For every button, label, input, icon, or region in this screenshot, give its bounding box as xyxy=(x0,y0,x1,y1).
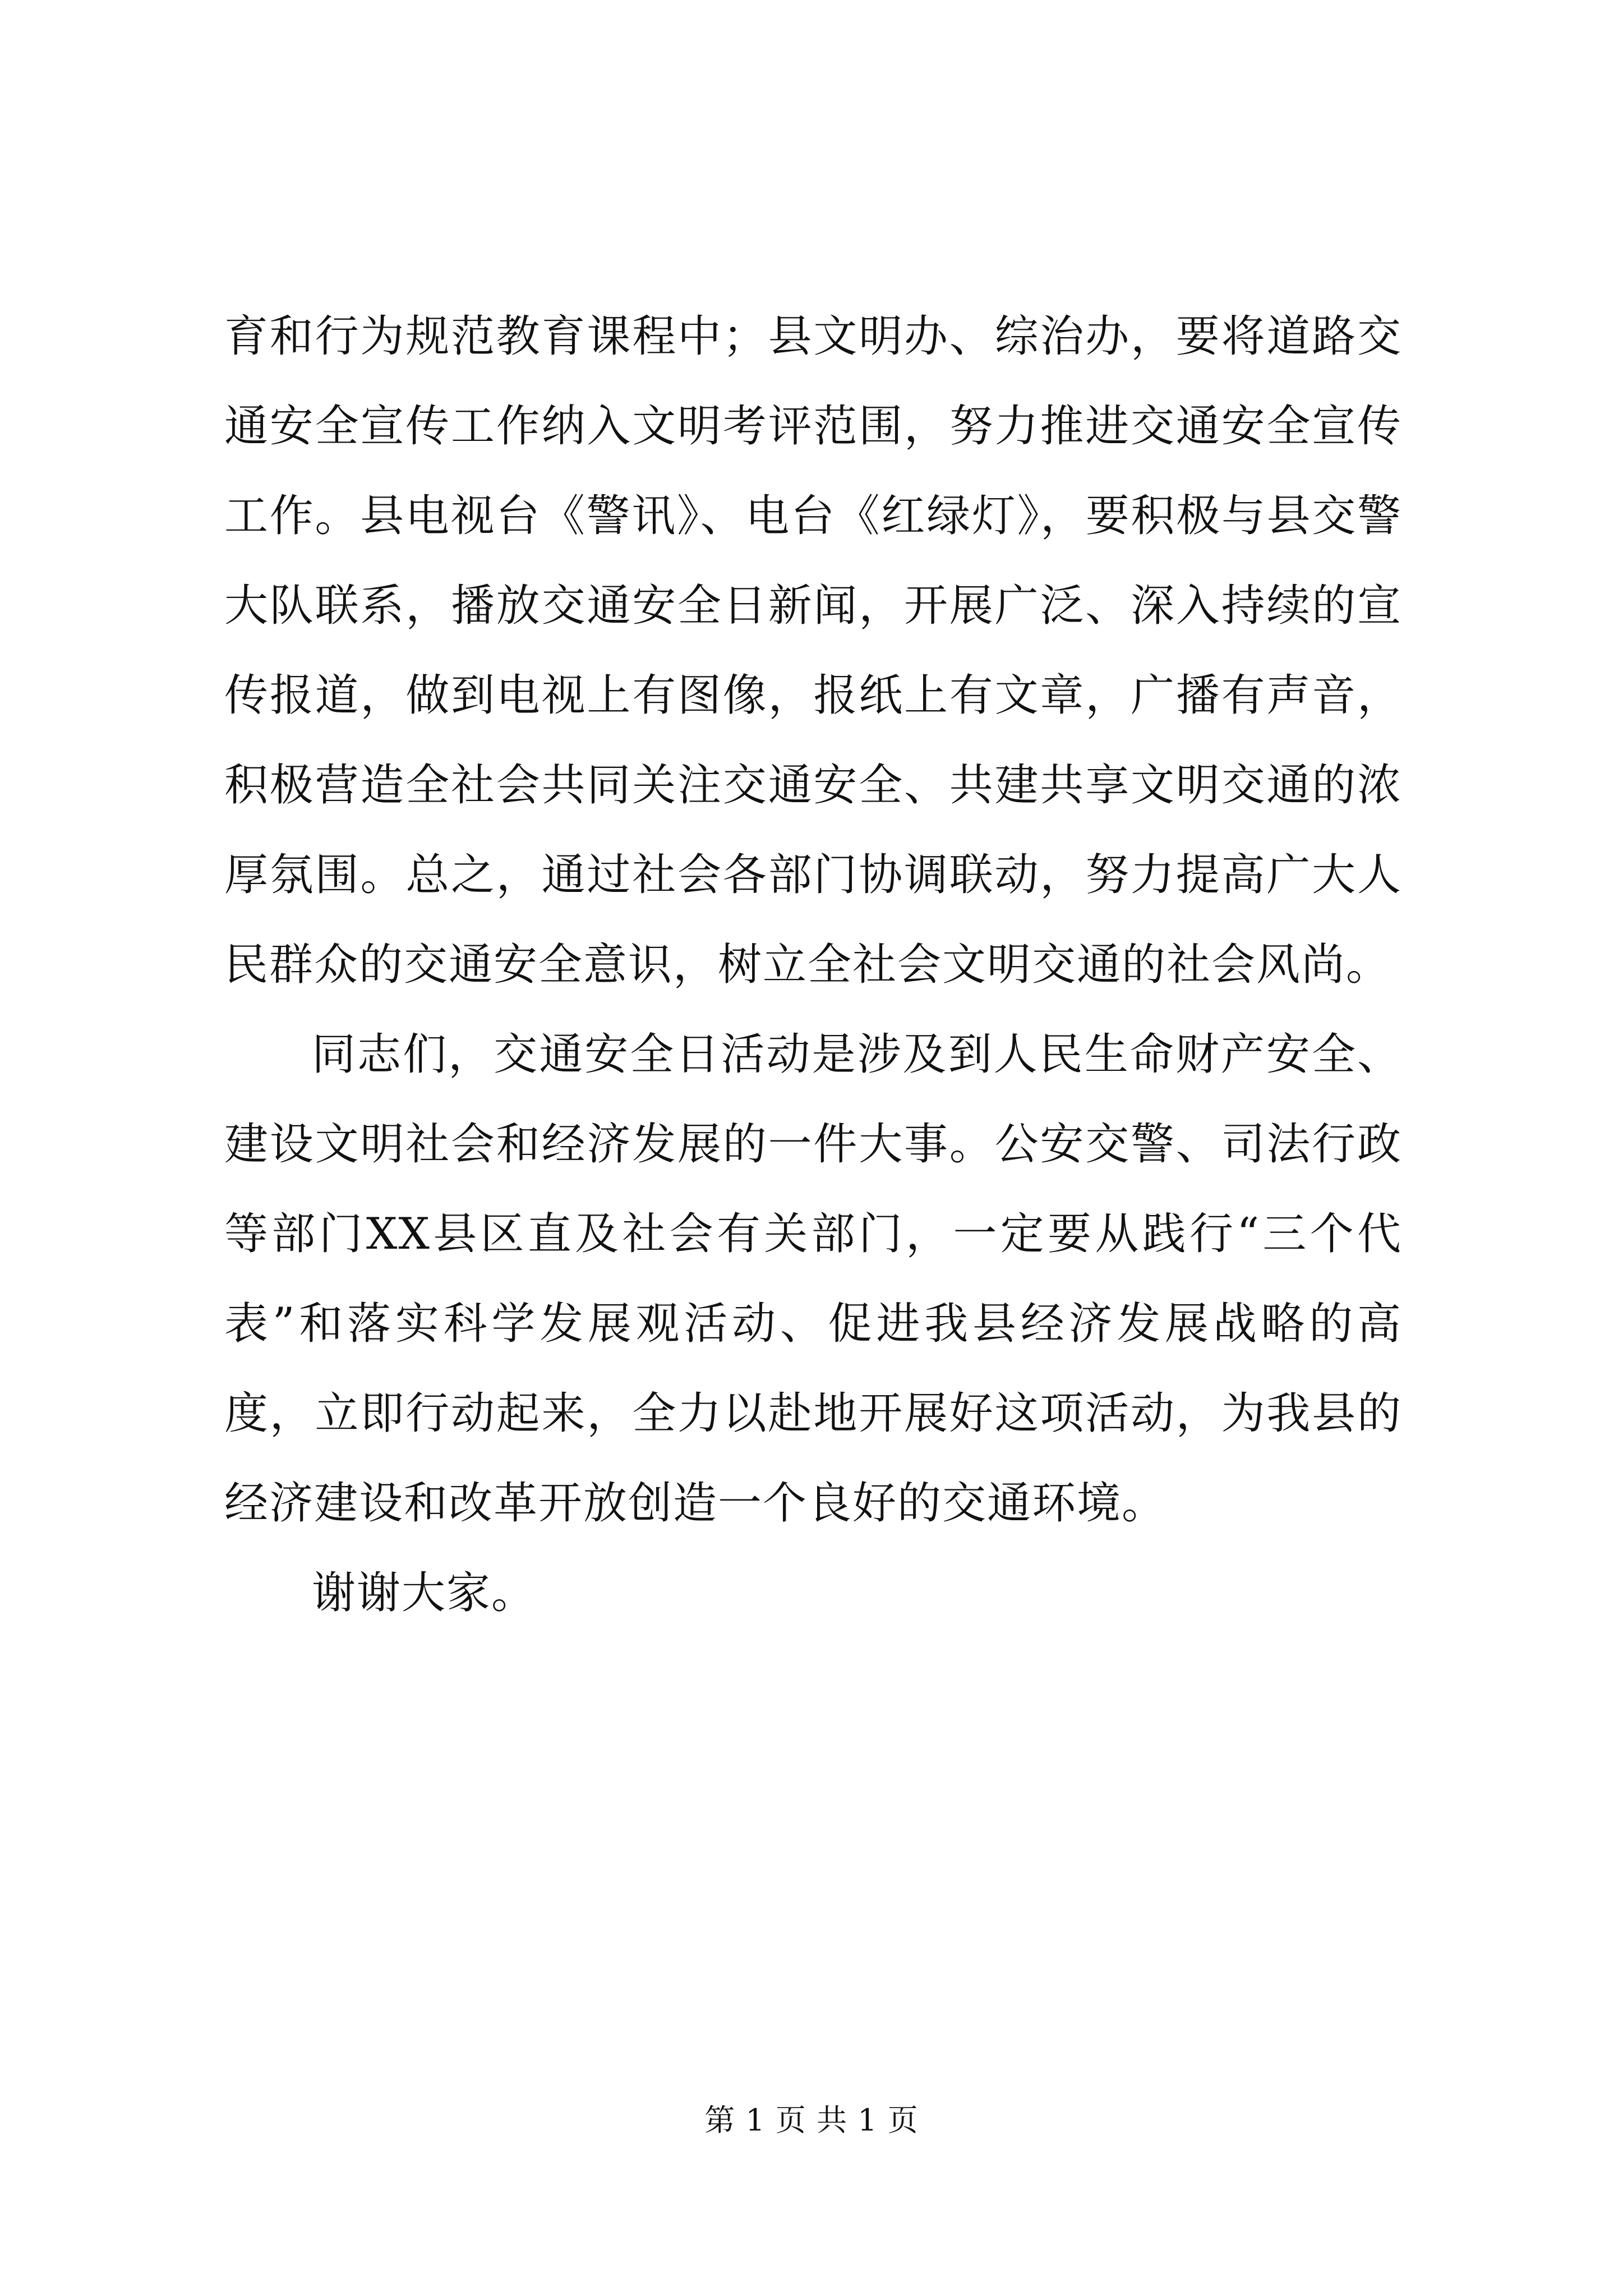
paragraph-continuation: 育和行为规范教育课程中；县文明办、综治办，要将道路交通安全宣传工作纳入文明考评范围，努力推进交通安全宣传工作。县电视台《警讯》、电台《红绿灯》，要积极与县交警大队联系，播放交通安全日新闻，开展广泛、深入持续的宣传报道，做到电视上有图像，报纸上有文章，广播有声音，积极营造全社会共同关注交通安全、共建共享文明交通的浓厚氛围。总之，通过社会各部门协调联动，努力提高广大人民群众的交通安全意识，树立全社会文明交通的社会风尚。 xyxy=(224,311,1402,990)
paragraph-conclusion: 同志们，交通安全日活动是涉及到人民生命财产安全、建设文明社会和经济发展的一件大事。公安交警、司法行政等部门XX县区直及社会有关部门，一定要从践行“三个代表”和落实科学发展观活动、促进我县经济发展战略的高度，立即行动起来，全力以赴地开展好这项活动，为我县的经济建设和改革开放创造一个良好的交通环境。 xyxy=(224,1029,1402,1529)
paragraph-thanks: 谢谢大家。 xyxy=(312,1568,537,1618)
document-body xyxy=(224,292,1402,1638)
page-footer: 第 1 页 共 1 页 xyxy=(704,2102,919,2138)
